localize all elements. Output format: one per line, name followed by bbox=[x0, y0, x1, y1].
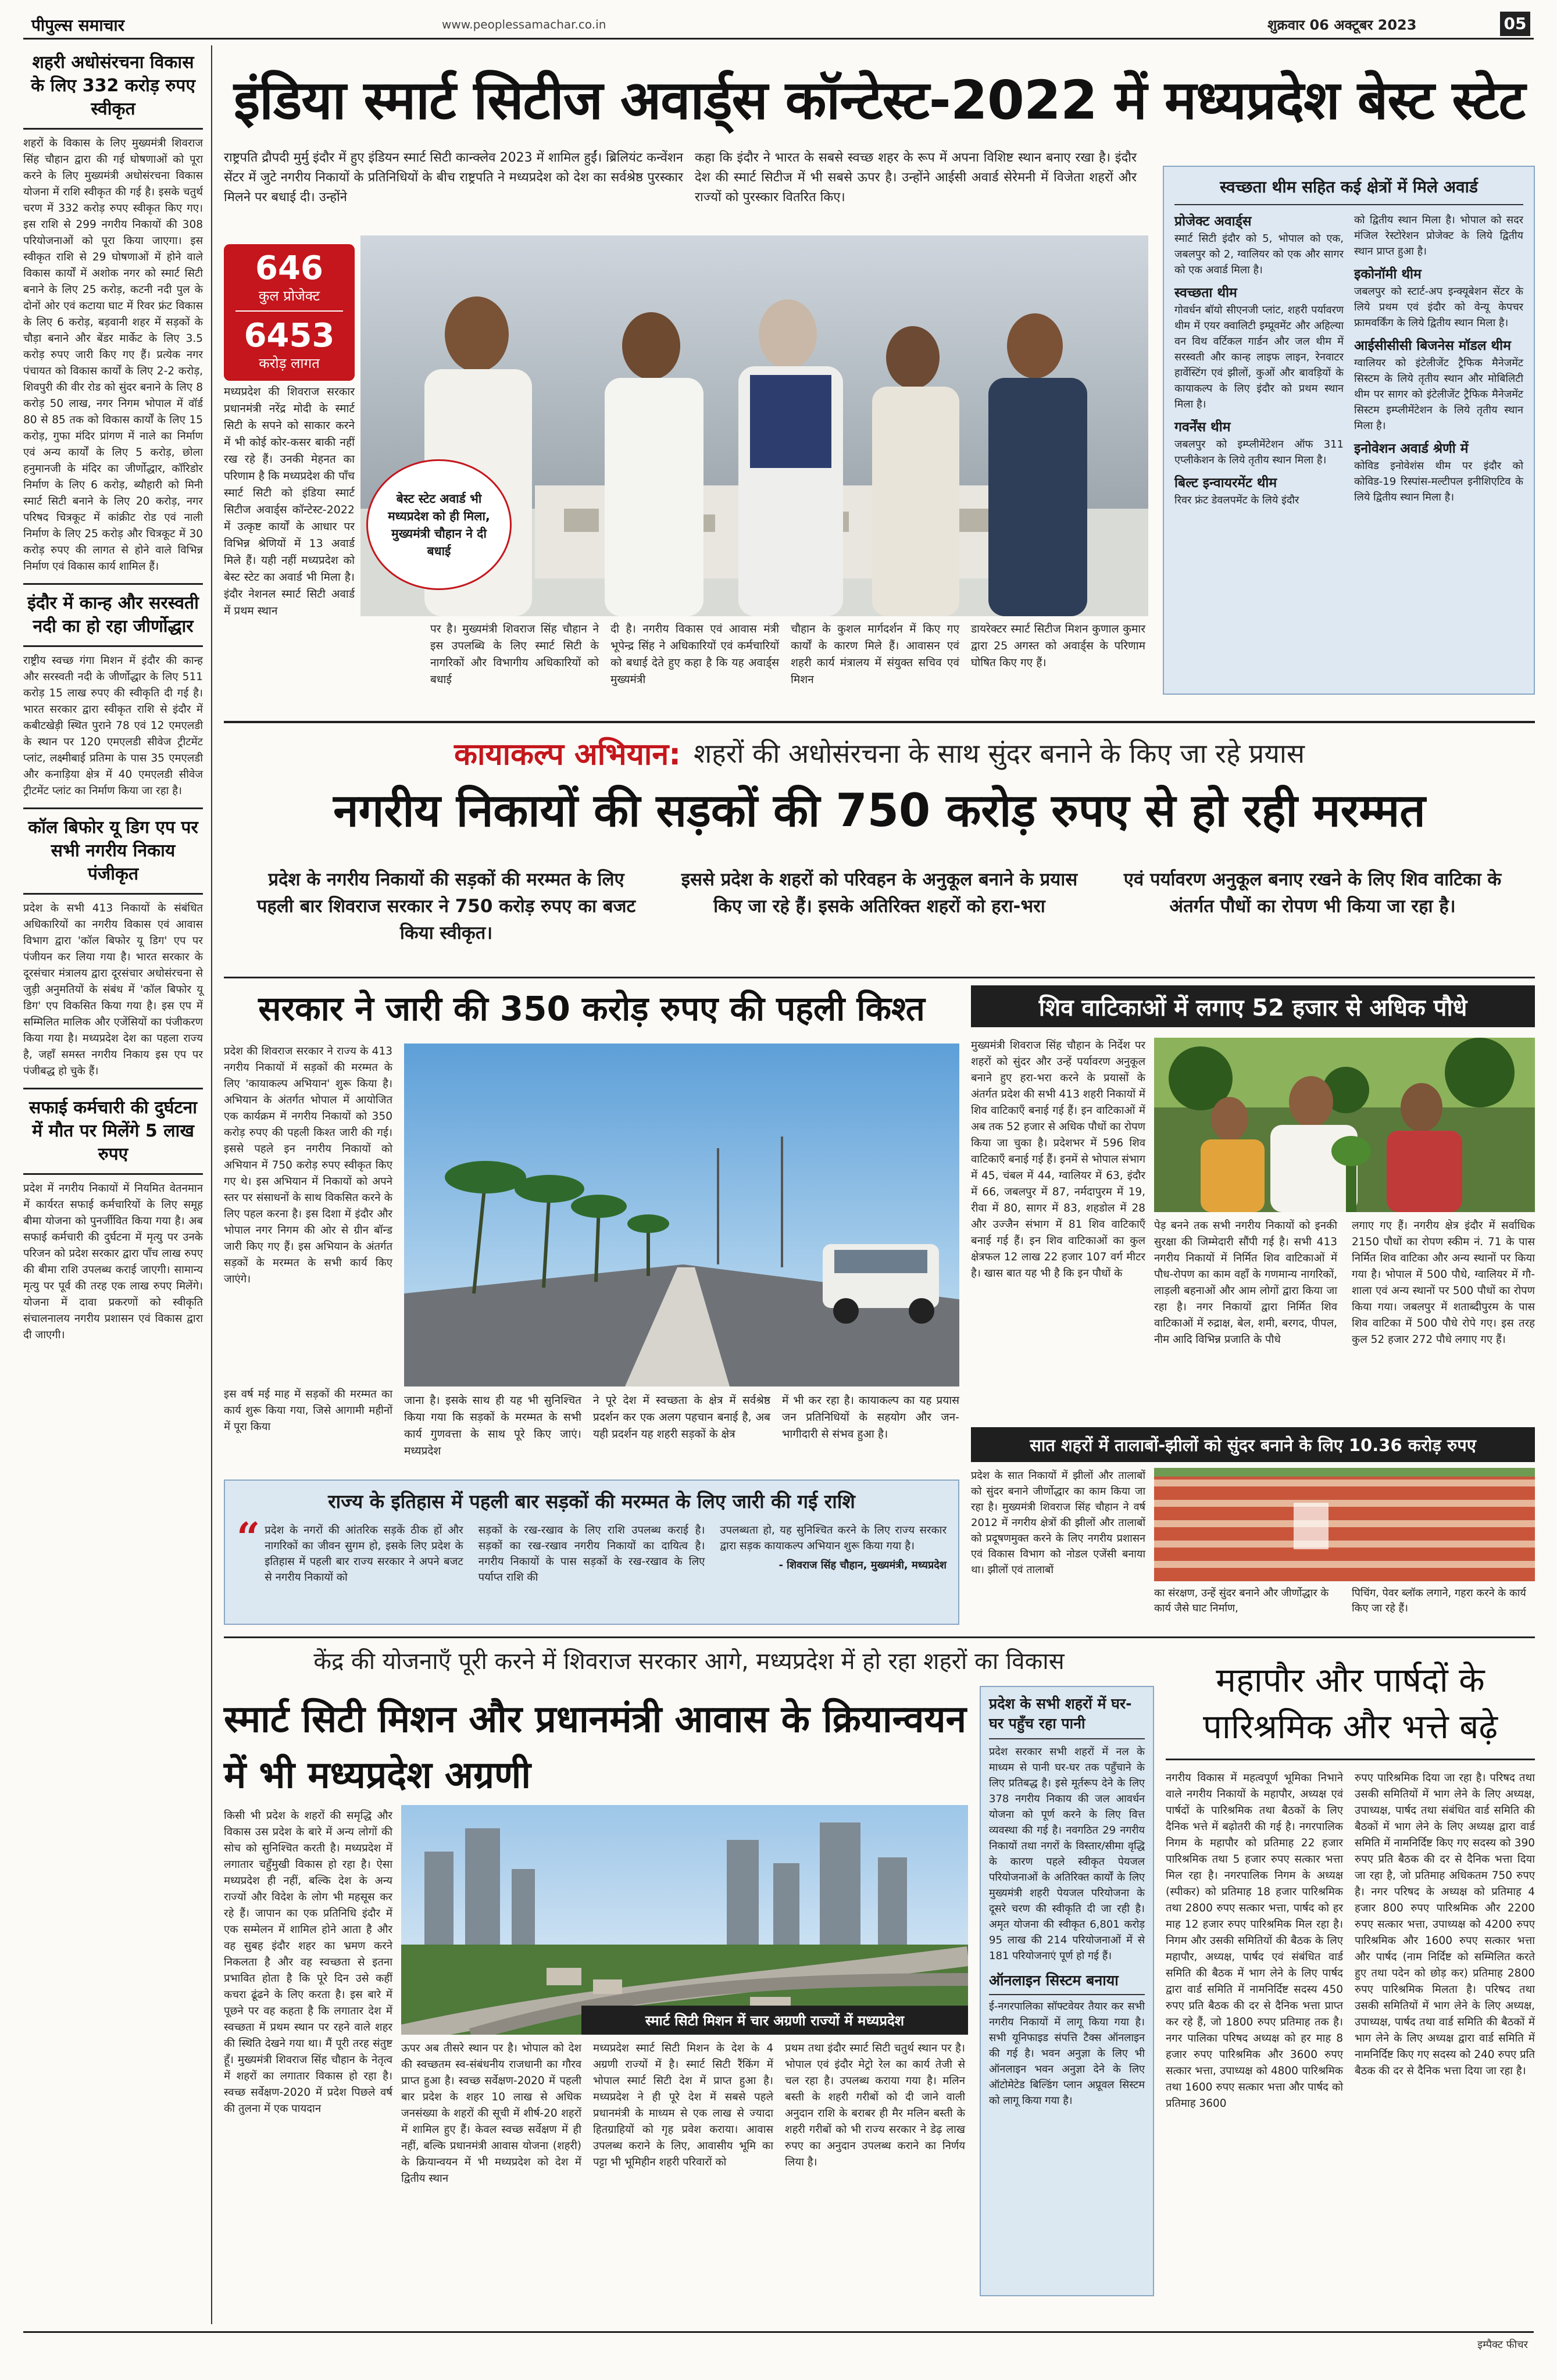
awards-box bbox=[1163, 166, 1535, 695]
road-col-1: प्रदेश की शिवराज सरकार ने राज्य के 413 नगरीय निकायों में सड़कों की मरम्मत के लिए 'कायाकल्प अभियान' शुरू किया है। अभियान के अंतर्गत भोपाल में आयोजित एक कार्यक्रम में नगरीय निकायों को 350 करोड़ रुपए की पहली किश्त जारी की गई। इससे पहले इन नगरीय निकायों को अभियान में 750 करोड़ रुपए स्वीकृत किए गए थे। इस अभियान में निकायों को अपने स्तर पर संसाधनों के साथ विकसित करने के लिए पहल करना है। इस दिशा में इंदौर और भोपाल नगर निगम की ओर से ग्रीन बॉन्ड जारी किए गए हैं। इस अभियान के अंतर्गत सड़कों के मरम्मत के सभी कार्य किए जाएंगे। bbox=[224, 1045, 392, 1285]
awards-right-column bbox=[1354, 212, 1523, 508]
kayakalp-headline: नगरीय निकायों की सड़कों की 750 करोड़ रुपए से हो रही मरम्मत bbox=[333, 785, 1426, 837]
award-item-text: गोवर्धन बॉयो सीएनजी प्लांट, शहरी पर्यावरण थीम में एयर क्वालिटी इम्प्रूवमेंट और अहिल्या वन विथ वर्टिकल गार्डन और जल थीम में सरस्वती और कान्ह लाइफ लाइन, रेनवाटर हार्वेस्टिंग एवं झीलों, कुओं और बावड़ियों के कायाकल्प के लिए इंदौर को प्रथम स्थान मिला है। bbox=[1174, 304, 1344, 410]
award-item-text: जबलपुर को स्टार्ट-अप इन्क्यूबेशन सेंटर के लिये प्रथम एवं इंदौर को वेन्यू केपचर फ्रामवर्किंग के लिये द्वितीय स्थान मिला है। bbox=[1354, 285, 1523, 329]
footer-bar bbox=[23, 2331, 1534, 2354]
road-headline: सरकार ने जारी की 350 करोड़ रुपए की पहली किश्त bbox=[258, 989, 925, 1028]
smart-headline: स्मार्ट सिटी मिशन और प्रधानमंत्री आवास के क्रियान्वयन में भी मध्यप्रदेश अग्रणी bbox=[224, 1698, 966, 1797]
mayor-headline: महापौर और पार्षदों के पारिश्रमिक और भत्ते बढ़े bbox=[1202, 1660, 1498, 1746]
award-item-head: इकोनॉमी थीम bbox=[1354, 267, 1422, 282]
award-item-text: को द्वितीय स्थान मिला है। भोपाल को सदर मंजिल रेस्टोरेशन प्रोजेक्ट के लिये द्वितीय स्थान प्राप्त हुआ है। bbox=[1354, 214, 1523, 258]
shiv-headline-bar bbox=[971, 985, 1535, 1027]
stat-projects-value: 646 bbox=[255, 249, 323, 287]
kayakalp-subhead: शहरों की अधोसंरचना के साथ सुंदर बनाने के किए जा रहे प्रयास bbox=[694, 738, 1305, 769]
top-column-text: मध्यप्रदेश की शिवराज सरकार प्रधानमंत्री नरेंद्र मोदी के स्मार्ट सिटी के सपने को साकार करने में भी कोई कोर-कसर बाकी नहीं रख रहे हैं। उनकी मेहनत का परिणाम है कि मध्यप्रदेश की पाँच स्मार्ट सिटी को इंडिया स्मार्ट सिटीज अवार्ड्स कॉन्टेस्ट-2022 में उत्कृष्ट कार्यों के आधार पर विभिन्न श्रेणियों में 13 अवार्ड मिले हैं। यही नहीं मध्यप्रदेश को बेस्ट स्टेट का अवार्ड भी मिला है। इंदौर नेशनल स्मार्ट सिटी अवार्ड में प्रथम स्थान bbox=[224, 385, 355, 617]
award-item bbox=[1174, 212, 1344, 278]
plantation-photo bbox=[1154, 1038, 1535, 1212]
smart-city-photo bbox=[401, 1805, 968, 2035]
sidebar-heading-4: सफाई कर्मचारी की दुर्घटना में मौत पर मिलेंगे 5 लाख रुपए bbox=[28, 1098, 198, 1164]
quote-col-1: प्रदेश के नगरों की आंतरिक सड़कें ठीक हों और नागरिकों का जीवन सुगम हो, इसके लिए प्रदेश के इतिहास में पहली बार राज्य सरकार ने अपने बजट से नगरीय निकायों को bbox=[265, 1524, 463, 1584]
quote-title: राज्य के इतिहास में पहली बार सड़कों की मरम्मत के लिए जारी की गई राशि bbox=[328, 1490, 855, 1513]
photo-callout-text: बेस्ट स्टेट अवार्ड भी मध्यप्रदेश को ही मिला, मुख्यमंत्री चौहान ने दी बधाई bbox=[388, 491, 490, 558]
award-item-text: ग्वालियर को इंटेलीजेंट ट्रैफिक मैनेजमेंट सिस्टम के लिये तृतीय स्थान और मोबिलिटी थीम पर सागर को इंटेलीजेंट ट्रैफिक मैनेजमेंट सिस्टम इम्प्लीमेंटेशन के लिये तृतीय स्थान मिला है। bbox=[1354, 357, 1523, 432]
water-box bbox=[980, 1686, 1154, 2296]
quote-col-2: सड़कों के रख-रखाव के लिए राशि उपलब्ध कराई है। सड़कों का रख-रखाव नगरीय निकायों का दायित्व है। नगरीय निकायों के पास सड़कों के रख-रखाव के लिए पर्याप्त राशि की bbox=[478, 1524, 705, 1584]
sidebar-heading-3: कॉल बिफोर यू डिग एप पर सभी नगरीय निकाय पंजीकृत bbox=[28, 817, 198, 884]
top-bottom-col-3: चौहान के कुशल मार्गदर्शन में किए गए कार्यों के कारण मिले हैं। आवासन एवं शहरी कार्य मंत्रालय में संयुक्त सचिव एवं मिशन bbox=[791, 623, 959, 686]
lakes-headline-bar bbox=[971, 1427, 1535, 1462]
sidebar-body-4: प्रदेश में नगरीय निकायों में नियमित वेतनमान में कार्यरत सफाई कर्मचारियों के लिए समूह बीमा योजना को पुनर्जीवित किया गया है। अब सफाई कर्मचारी की दुर्घटना में मृत्यु पर उनके परिजन को प्रदेश सरकार द्वारा पाँच लाख रुपए की बीमा राशि उपलब्ध कराई जाएगी। सामान्य मृत्यु पर पूर्व की तरह एक लाख रुपए मिलेंगे। योजना में दावा प्रकरणों को स्वीकृति संचालनालय नगरीय प्रशासन एवं विकास द्वारा दी जाएगी। bbox=[23, 1182, 203, 1341]
masthead-url: www.peoplessamachar.co.in bbox=[442, 17, 606, 31]
road-bottom-col-3: में भी कर रहा है। कायाकल्प का यह प्रयास जन प्रतिनिधियों के सहयोग और जन-भागीदारी से संभव हुआ है। bbox=[782, 1394, 959, 1441]
road-col-1b: इस वर्ष मई माह में सड़कों की मरम्मत का कार्य शुरू किया गया, जिसे आगामी महीनों में पूरा किया bbox=[224, 1388, 392, 1433]
top-intro-left: राष्ट्रपति द्रौपदी मुर्मु इंदौर में हुए इंडियन स्मार्ट सिटी कान्क्लेव 2023 में शामिल हुईं। ब्रिलियंट कन्वेंशन सेंटर में जुटे नगरीय निकायों के प्रतिनिधियों के बीच राष्ट्रपति ने मध्यप्रदेश को देश का सर्वश्रेष्ठ पुरस्कार मिलने पर बधाई दी। उन्होंने bbox=[224, 151, 683, 205]
sidebar-body-2: राष्ट्रीय स्वच्छ गंगा मिशन में इंदौर की कान्ह और सरस्वती नदी के जीर्णोद्धार के लिए 511 करोड़ 15 लाख रुपए की स्वीकृति दी गई है। भारत सरकार द्वारा स्वीकृत राशि से इंदौर में कबीटखेड़ी स्थित पुराने 78 एवं 12 एमएलडी के स्थान पर 120 एमएलडी सीवेज ट्रीटमेंट प्लांट, लक्ष्मीबाई प्रतिमा के पास 35 एमएलडी और कनाड़िया क्षेत्र में 40 एमएलडी सीवेज ट्रीटमेंट प्लांट का निर्माण किया जा रहा है। bbox=[23, 655, 203, 797]
awards-title: स्वच्छता थीम सहित कई क्षेत्रों में मिले अवार्ड bbox=[1174, 176, 1523, 205]
award-item-head: इनोवेशन अवार्ड श्रेणी में bbox=[1354, 441, 1469, 456]
top-intro-right: कहा कि इंदौर ने भारत के सबसे स्वच्छ शहर के रूप में अपना विशिष्ट स्थान बनाए रखा है। इंदौर देश की स्मार्ट सिटीज में भी सबसे ऊपर है। उन्होंने आईसी अवार्ड सेरेमनी में विजेता शहरों और राज्यों को पुरस्कार वितरित किए। bbox=[695, 151, 1137, 205]
smart-photo-caption-text: स्मार्ट सिटी मिशन में चार अग्रणी राज्यों में मध्यप्रदेश bbox=[645, 2012, 905, 2029]
road-bottom-col-2: ने पूरे देश में स्वच्छता के क्षेत्र में सर्वश्रेष्ठ प्रदर्शन कर एक अलग पहचान बनाई है, अब यही प्रदर्शन यह शहरी सड़कों के क्षेत्र bbox=[593, 1394, 770, 1441]
lake-ghat-photo bbox=[1154, 1468, 1535, 1581]
kayakalp-banner bbox=[224, 730, 1535, 776]
smart-col-4: प्रथम तथा इंदौर स्मार्ट सिटी चतुर्थ स्थान पर है। भोपाल एवं इंदौर मेट्रो रेल का कार्य तेजी से चल रहा है। उपलब्ध कराया गया है। मलिन बस्ती के शहरी गरीबों को दी जाने वाली अनुदान राशि के बराबर ही मैर मलिन बस्ती के शहरी गरीबों को भी राज्य सरकार ने डेढ़ लाख रुपए का अनुदान उपलब्ध कराने का निर्णय लिया है। bbox=[785, 2042, 965, 2168]
award-item bbox=[1174, 418, 1344, 468]
top-headline: इंडिया स्मार्ट सिटीज अवार्ड्स कॉन्टेस्ट-2022 में मध्यप्रदेश बेस्ट स्टेट bbox=[234, 69, 1525, 131]
award-item-text: जबलपुर को इम्प्लीमेंटेशन ऑफ 311 एप्लीकेशन के लिये तृतीय स्थान मिला है। bbox=[1174, 438, 1344, 466]
smart-kicker: केंद्र की योजनाएँ पूरी करने में शिवराज सरकार आगे, मध्यप्रदेश में हो रहा शहरों का विकास bbox=[313, 1648, 1065, 1675]
shiv-headline: शिव वाटिकाओं में लगाए 52 हजार से अधिक पौधे bbox=[1038, 994, 1467, 1021]
kayakalp-deck-1: प्रदेश के नगरीय निकायों की सड़कों की मरम्मत के लिए पहली बार शिवराज सरकार ने 750 करोड़ रुपए का बजट किया स्वीकृत। bbox=[256, 869, 636, 944]
kayakalp-deck-3: एवं पर्यावरण अनुकूल बनाए रखने के लिए शिव वाटिका के अंतर्गत पौधों का रोपण भी किया जा रहा है। bbox=[1123, 869, 1502, 917]
award-item-text: स्मार्ट सिटी इंदौर को 5, भोपाल को एक, जबलपुर को 2, ग्वालियर को एक और सागर को एक अवार्ड मिला है। bbox=[1174, 233, 1344, 276]
left-sidebar bbox=[23, 45, 212, 2324]
lakes-headline: सात शहरों में तालाबों-झीलों को सुंदर बनाने के लिए 10.36 करोड़ रुपए bbox=[1030, 1435, 1476, 1455]
award-item-head: बिल्ट इन्वायरमेंट थीम bbox=[1174, 476, 1277, 491]
award-item-text: रिवर फ्रंट डेवलपमेंट के लिये इंदौर bbox=[1174, 494, 1299, 506]
quote-col-3: उपलब्धता हो, यह सुनिश्चित करने के लिए राज्य सरकार द्वारा सड़क कायाकल्प अभियान शुरू किया गया है। bbox=[720, 1524, 947, 1552]
sidebar-heading-1: शहरी अधोसंरचना विकास के लिए 332 करोड़ रुपए स्वीकृत bbox=[31, 52, 195, 119]
smart-col-3: मध्यप्रदेश स्मार्ट सिटी मिशन के देश के 4 अग्रणी राज्यों में है। स्मार्ट सिटी रैंकिंग में भोपाल स्मार्ट सिटी देश में प्राप्त हुआ है। मध्यप्रदेश ने ही पूरे देश में सबसे पहले प्रधानमंत्री के माध्यम से एक लाख से ज्यादा हितग्राहियों को गृह प्रवेश कराया। आवास उपलब्ध कराने के लिए, आवासीय भूमि का पट्टा भी भूमिहीन शहरी परिवारों को bbox=[593, 2042, 773, 2168]
award-item bbox=[1174, 284, 1344, 412]
online-head: ऑनलाइन सिस्टम बनाया bbox=[989, 1971, 1145, 1995]
kayakalp-deck-2: इससे प्रदेश के शहरों को परिवहन के अनुकूल बनाने के प्रयास किए जा रहे हैं। इसके अतिरिक्त शहरों को हरा-भरा bbox=[681, 869, 1078, 917]
quote-mark-icon: “ bbox=[237, 1513, 260, 1561]
masthead-logo: पीपुल्स समाचार bbox=[31, 16, 125, 35]
kayakalp-deck bbox=[224, 866, 1535, 968]
road-photo bbox=[404, 1044, 959, 1386]
cm-quote-box bbox=[224, 1480, 959, 1625]
lake-caption-1: का संरक्षण, उन्हें सुंदर बनाने और जीर्णोद्धार के कार्य जैसे घाट निर्माण, bbox=[1154, 1587, 1329, 1614]
stat-cost-label: करोड़ लागत bbox=[259, 355, 320, 371]
photo-callout bbox=[366, 459, 512, 590]
online-body: ई-नगरपालिका सॉफ्टवेयर तैयार कर सभी नगरीय निकायों में लागू किया गया है। सभी यूनिफाइड संपत्ति टैक्स ऑनलाइन की गई है। भवन अनुज्ञा के लिए भी ऑनलाइन भवन अनुज्ञा देने के लिए ऑटोमेटेड बिल्डिंग प्लान अप्रूवल सिस्टम को लागू किया गया है। bbox=[989, 2000, 1145, 2107]
smart-photo-caption bbox=[581, 2006, 968, 2035]
lakes-body: प्रदेश के सात निकायों में झीलों और तालाबों को सुंदर बनाने जीर्णोद्धार का काम किया जा रहा है। मुख्यमंत्री शिवराज सिंह चौहान ने वर्ष 2012 में नगरीय क्षेत्रों की झीलों और तालाबों को प्रदूषणमुक्त करने के लिए नगरीय प्रशासन एवं विकास विभाग को नोडल एजेंसी बनाया था। झीलों एवं तालाबों bbox=[971, 1470, 1145, 1576]
sidebar-body-3: प्रदेश के सभी 413 निकायों के संबंधित अधिकारियों का नगरीय विकास एवं आवास विभाग द्वारा 'कॉल बिफोर यू डिग' एप पर पंजीयन कर लिया गया है। भारत सरकार के दूरसंचार मंत्रालय द्वारा दूरसंचार अधोसंरचना से जुड़ी अनुमतियों के संबंध में 'कॉल बिफोर यू डिग' एप विकसित किया गया है। इस एप में सम्मिलित मालिक और एजेंसियों का पंजीकरण किया गया है। मध्यप्रदेश देश का पहला राज्य है, जहाँ समस्त नगरीय निकाय इस एप पर पंजीबद्ध हो चुके हैं। bbox=[23, 902, 203, 1077]
sidebar-heading-2: इंदौर में कान्ह और सरस्वती नदी का हो रहा जीर्णोद्धार bbox=[27, 593, 199, 637]
mayor-col-1: नगरीय विकास में महत्वपूर्ण भूमिका निभाने वाले नगरीय निकायों के महापौर, अध्यक्ष एवं पार्षदों के पारिश्रमिक तथा बैठकों के लिए दैनिक भत्ते में बढ़ोतरी की गई है। नगरपालिक निगम के महापौर को प्रतिमाह 22 हजार पारिश्रमिक तथा 5 हजार रुपए सत्कार भत्ता मिल रहा है। नगरपालिक निगम के अध्यक्ष (स्पीकर) को प्रतिमाह 18 हजार पारिश्रमिक तथा 2800 रुपए सत्कार भत्ता, पार्षद को हर माह 12 हजार रुपए पारिश्रमिक मिल रहा है। निगम और उसकी समितियों की बैठक के लिए महापौर, अध्यक्ष, पार्षद एवं संबंधित वार्ड समिति की बैठक में भाग लेने के लिए पार्षद द्वारा वार्ड समिति में नामनिर्दिष्ट सदस्य 450 रुपए प्रति बैठक की दर से दैनिक भत्ता प्राप्त कर रहे हैं, जो 1800 रुपए प्रतिमाह तक है। नगर पालिका परिषद अध्यक्ष को हर माह 8 हजार रुपए पारिश्रमिक और 3600 रुपए सत्कार भत्ता, उपाध्यक्ष को 4800 पारिश्रमिक तथा 1600 रुपए सत्कार भत्ता और पार्षद को प्रतिमाह 3600 bbox=[1166, 1772, 1343, 2110]
award-item-head: प्रोजेक्ट अवार्ड्स bbox=[1174, 214, 1252, 229]
top-bottom-col-1: पर है। मुख्यमंत्री शिवराज सिंह चौहान ने इस उपलब्धि के लिए स्मार्ट सिटी के नागरिकों और विभागीय अधिकारियों को बधाई bbox=[430, 623, 599, 686]
shiv-below-col-2: लगाए गए हैं। नगरीय क्षेत्र इंदौर में सर्वाधिक 2150 पौधों का रोपण स्कीम नं. 71 के पास निर्मित शिव वाटिका और अन्य स्थानों पर किया गया है। भोपाल में 500 पौधे, ग्वालियर में गौ-शाला एवं अन्य स्थानों पर 500 पौधों का रोपण किया गया। जबलपुर में शताब्दीपुरम के पास शिव वाटिका में 500 पौधे रोपे गए। इस तरह कुल 52 हजार 272 पौधे लगाए गए हैं। bbox=[1352, 1220, 1535, 1346]
masthead-date: शुक्रवार 06 अक्टूबर 2023 bbox=[1267, 17, 1417, 33]
award-item bbox=[1354, 265, 1523, 331]
stats-box bbox=[224, 244, 355, 381]
shiv-col-1: मुख्यमंत्री शिवराज सिंह चौहान के निर्देश पर शहरों को सुंदर और उन्हें पर्यावरण अनुकूल बनाने हुए हरा-भरा करने के प्रयासों के अंतर्गत प्रदेश की सभी 413 शहरी निकायों में शिव वाटिकाएँ बनाई गई हैं। इन वाटिकाओं में अब तक 52 हजार से अधिक पौधों का रोपण किया जा चुका है। प्रदेशभर में 596 शिव वाटिकाएँ बनाई गई हैं। इनमें से भोपाल संभाग में 45, चंबल में 44, ग्वालियर में 63, इंदौर में 66, जबलपुर में 87, नर्मदापुरम में 19, रीवा में 80, सागर में 83, शहडोल में 28 और उज्जैन संभाग में 81 शिव वाटिकाएँ बनाई गई हैं। इन शिव वाटिकाओं का कुल क्षेत्रफल 12 लाख 22 हजार 107 वर्ग मीटर है। खास बात यह भी है कि इन पौधों के bbox=[971, 1039, 1145, 1280]
award-item bbox=[1354, 212, 1523, 259]
stat-projects-label: कुल प्रोजेक्ट bbox=[258, 288, 320, 304]
award-item bbox=[1354, 439, 1523, 505]
top-bottom-col-4: डायरेक्टर स्मार्ट सिटीज मिशन कुणाल कुमार द्वारा 25 अगस्त को अवार्ड्स के परिणाम घोषित किए गए हैं। bbox=[971, 623, 1145, 669]
kayakalp-label: कायाकल्प अभियान: bbox=[454, 737, 681, 772]
award-item-head: स्वच्छता थीम bbox=[1174, 285, 1237, 301]
awards-left-column bbox=[1174, 212, 1344, 508]
quote-attribution: - शिवराज सिंह चौहान, मुख्यमंत्री, मध्यप्रदेश bbox=[779, 1559, 947, 1571]
masthead bbox=[23, 10, 1534, 40]
shiv-below-col-1: पेड़ बनने तक सभी नगरीय निकायों को इनकी सुरक्षा की जिम्मेदारी सौंपी गई है। सभी 413 नगरीय निकायों में निर्मित शिव वाटिकाओं में पौध-रोपण का काम वहाँ के गणमान्य नागरिकों, लाड़ली बहनाओं और आम लोगों द्वारा किया जा रहा है। नगर निकायों द्वारा निर्मित शिव वाटिकाओं में रुद्राक्ष, बेल, शमी, बरगद, पीपल, नीम आदि विभिन्न प्रजाति के पौधे bbox=[1154, 1220, 1337, 1346]
page-number: 05 bbox=[1500, 12, 1530, 36]
road-bottom-col-1: जाना है। इसके साथ ही यह भी सुनिश्चित किया गया कि सड़कों के मरम्मत के सभी कार्य गुणवत्ता के साथ पूरे किए जाएं। मध्यप्रदेश bbox=[404, 1394, 581, 1457]
award-item-head: आईसीसीसी बिजनेस मॉडल थीम bbox=[1354, 338, 1511, 353]
stat-cost-value: 6453 bbox=[244, 317, 335, 355]
mayor-col-2: रुपए पारिश्रमिक दिया जा रहा है। परिषद तथा उसकी समितियों में भाग लेने के लिए अध्यक्ष, उपाध्यक्ष, पार्षद तथा संबंधित वार्ड समिति की बैठकों में भाग लेने के लिए अध्यक्ष द्वारा वार्ड समिति में नामनिर्दिष्ट किए गए सदस्य को 390 रुपए प्रति बैठक की दर से दैनिक भत्ता दिया जा रहा है, जो प्रतिमाह अधिकतम 750 रुपए है। नगर परिषद के अध्यक्ष को प्रतिमाह 4 हजार 800 रुपए पारिश्रमिक और 2200 रुपए सत्कार भत्ता, उपाध्यक्ष को 4200 रुपए पारिश्रमिक और 1600 रुपए सत्कार भत्ता और पार्षद (नाम निर्दिष्ट को सम्मिलित करते हुए तथा पदेन को छोड़ कर) प्रतिमाह 2800 रुपए पारिश्रमिक मिलता है। परिषद तथा उसकी समितियों में भाग लेने के लिए अध्यक्ष, उपाध्यक्ष, पार्षद तथा वार्ड समिति की बैठकों में भाग लेने के लिए अध्यक्ष द्वारा वार्ड समिति में नामनिर्दिष्ट किए गए सदस्य को 240 रुपए प्रति बैठक की दर से दैनिक भत्ता दिया जा रहा है। bbox=[1355, 1772, 1535, 2077]
lake-caption-2: पिचिंग, पेवर ब्लॉक लगाने, गहरा करने के कार्य किए जा रहे हैं। bbox=[1352, 1587, 1526, 1614]
award-item-head: गवर्नेंस थीम bbox=[1174, 420, 1231, 435]
footer-credit: इम्पैक्ट फीचर bbox=[1477, 2339, 1528, 2351]
smart-col-2: ऊपर अब तीसरे स्थान पर है। भोपाल को देश की स्वच्छतम स्व-संबंधनीय राजधानी का गौरव प्राप्त हुआ है। स्वच्छ सर्वेक्षण-2020 में पहली बार प्रदेश के शहर 10 लाख से अधिक जनसंख्या के शहरों की सूची में शीर्ष-20 शहरों में शामिल हुए हैं। केवल स्वच्छ सर्वेक्षण में ही नहीं, बल्कि प्रधानमंत्री आवास योजना (शहरी) के क्रियान्वयन में भी मध्यप्रदेश को देश में द्वितीय स्थान bbox=[401, 2042, 581, 2185]
smart-col-1: किसी भी प्रदेश के शहरों की समृद्धि और विकास उस प्रदेश के बारे में अन्य लोगों की सोच को सुनिश्चित करती है। मध्यप्रदेश में लगातार चहुँमुखी विकास हो रहा है। ऐसा मध्यप्रदेश ही नहीं, बल्कि देश के अन्य राज्यों और विदेश के लोग भी महसूस कर रहे हैं। जापान का एक प्रतिनिधि इंदौर में एक सम्मेलन में शामिल होने आता है और वह सुबह इंदौर शहर का भ्रमण करने निकलता है और वह स्वच्छता से इतना प्रभावित होता है कि पूरे दिन उसे कहीं कचरा ढूंढने के लिए करता है। इस बारे में पूछने पर वह कहता है कि लगातार देश में स्वच्छता में प्रथम स्थान पर रहने वाले शहर की स्थिति देखने गया था। मैं पूरी तरह संतुष्ट हूँ। मुख्यमंत्री शिवराज सिंह चौहान के नेतृत्व में शहरों का लगातार विकास हो रहा है। स्वच्छ सर्वेक्षण-2020 में प्रदेश पिछले वर्ष की तुलना में एक पायदान bbox=[224, 1810, 392, 2115]
award-item bbox=[1354, 337, 1523, 434]
sidebar-body-1: शहरों के विकास के लिए मुख्यमंत्री शिवराज सिंह चौहान द्वारा की गई घोषणाओं को पूरा करने के लिए मुख्यमंत्री अधोसंरचना विकास योजना में राशि स्वीकृत की गई है। इसके चतुर्थ चरण में 332 करोड़ रुपए स्वीकृत किए गए। इस राशि से 299 नगरीय निकायों की 308 परियोजनाओं को पूरा किया जाएगा। इस स्वीकृत राशि से 29 घोषणाओं में होने वाले विकास कार्यों में अशोक नगर को स्मार्ट सिटी बनाने के लिए 25 करोड़, कटनी नदी पुल के दोनों ओर एवं कटाया घाट में रिवर फ्रंट विकास के लिए 6 करोड़, बड़वानी शहर में सड़कों के चौड़ा बनाने और बेंडर मार्केट के लिए 3.5 करोड़ रुपए जारी किए गए हैं। प्रत्येक नगर पंचायत को विकास कार्यों के लिए 2-2 करोड़, शिवपुरी की वीर रोड को सुंदर बनाने के लिए 8 करोड़ 50 लाख, नगर निगम भोपाल में वॉर्ड 80 से 85 तक को विकास कार्यों के लिए 15 करोड़, गुफा मंदिर प्रांगण में नाले का निर्माण एवं अन्य कार्यों के लिए 5 करोड़, छोला हनुमानजी के मंदिर का जीर्णोद्धार, कॉरिडोर निर्माण के लिए 6 करोड़, ब्यौहारी को मिनी स्मार्ट सिटी बनाने के लिए 20 करोड़, नगर परिषद चित्रकूट में कांक्रीट रोड एवं नाली निर्माण के लिए 25 करोड़ और चित्रकूट में 30 करोड़ रुपए की लागत से होने वाले विभिन्न निर्माण एवं विकास कार्य शामिल हैं। bbox=[23, 137, 203, 573]
award-item-text: कोविड इनोवेशंस थीम पर इंदौर को कोविड-19 रिस्पांस-मल्टीपल इनीशिएटिव के लिये द्वितीय स्थान मिला है। bbox=[1354, 460, 1523, 503]
water-head: प्रदेश के सभी शहरों में घर-घर पहुँच रहा पानी bbox=[989, 1694, 1145, 1739]
water-body: प्रदेश सरकार सभी शहरों में नल के माध्यम से पानी घर-घर तक पहुँचाने के लिए प्रतिबद्ध है। इसे मूर्तरूप देने के लिए 378 नगरीय निकाय की जल आवर्धन योजना को पूर्ण करने के लिए वित्त व्यवस्था की गई है। नवगठित 29 नगरीय निकायों तथा नगरों के विस्तार/सीमा वृद्धि के कारण पहले स्वीकृत पेयजल परियोजनाओं के अतिरिक्त कार्यों के लिए मुख्यमंत्री शहरी पेयजल परियोजना के दूसरे चरण की स्वीकृति दी जा रही है। अमृत योजना की स्वीकृत 6,801 करोड़ 95 लाख की 214 परियोजनाओं में से 181 परियोजनाएं पूर्ण हो गई हैं। bbox=[989, 1746, 1145, 1962]
award-item bbox=[1174, 474, 1344, 508]
top-bottom-col-2: दी है। नगरीय विकास एवं आवास मंत्री भूपेन्द्र सिंह ने अधिकारियों एवं कर्मचारियों को बधाई देते हुए कहा है कि यह अवार्ड्स मुख्यमंत्री bbox=[610, 623, 779, 686]
